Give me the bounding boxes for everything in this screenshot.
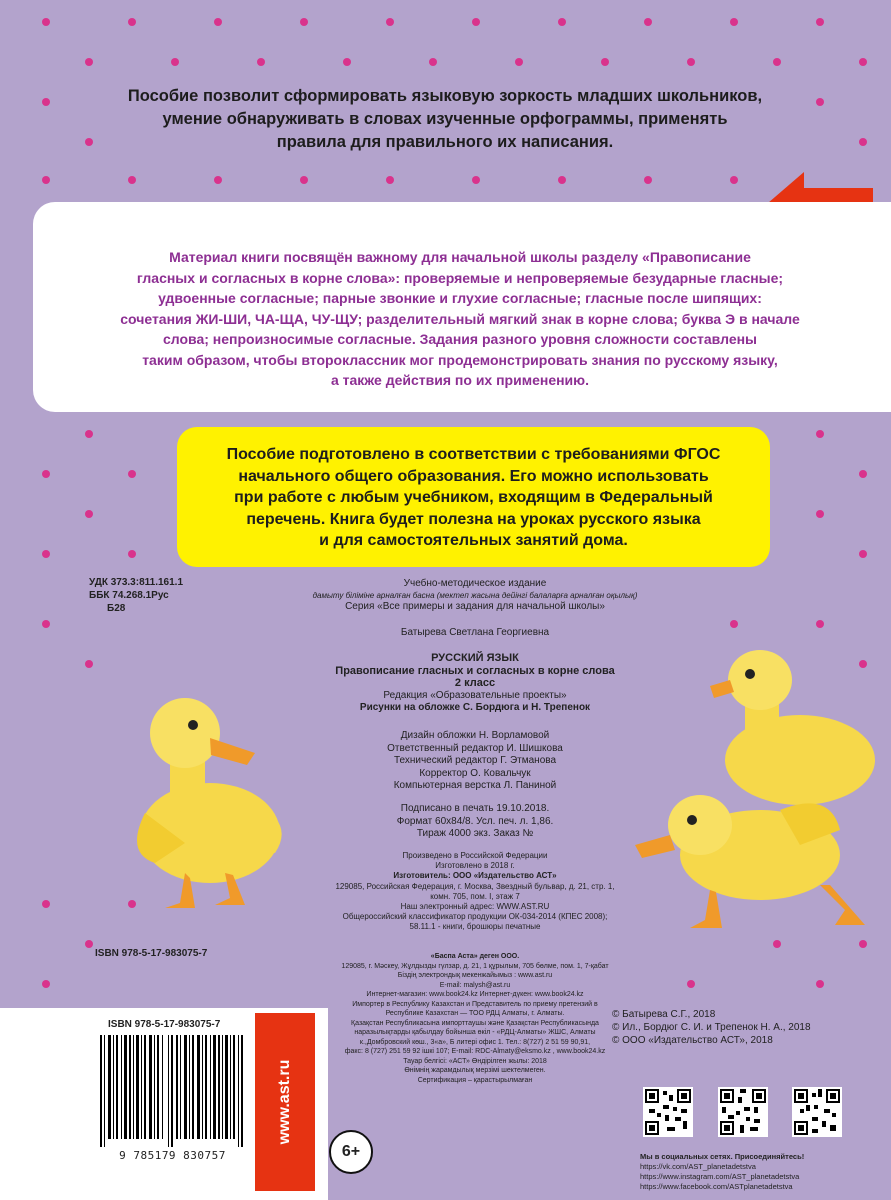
kazakh-line: Импортер в Республику Казахстан и Представитель по приему претензий в [352, 1000, 598, 1008]
copyright-block [612, 1008, 811, 1047]
kazakh-line: наразылықтарды қабылдау бойынша өкіл - «РДЦ-Алматы» ЖШС, Алматы [354, 1029, 596, 1036]
intro-line: умение обнаруживать в словах изученные орфограммы, применять [162, 110, 728, 128]
book-grade: 2 класс [454, 677, 496, 689]
fgos-line: начального общего образования. Его можно использовать [238, 467, 709, 485]
description-line: удвоенные согласные; парные звонкие и глухие согласные; гласные после шипящих: [158, 290, 762, 306]
copyright-line: © Батырева С.Г., 2018 [612, 1009, 716, 1020]
imprint-line: Учебно-методическое издание [403, 578, 547, 589]
credit-line: Технический редактор Г. Этманова [393, 755, 557, 766]
print-line: Формат 60x84/8. Усл. печ. л. 1,86. [396, 815, 554, 827]
credits-block [290, 730, 660, 793]
kazakh-line: Тауар белгісі: «АСТ» Өндірілген жылы: 2018 [403, 1057, 547, 1065]
book-subtitle: Правописание гласных и согласных в корне слова [335, 664, 615, 677]
book-title: РУССКИЙ ЯЗЫК [431, 652, 519, 664]
print-line: Подписано в печать 19.10.2018. [400, 803, 550, 814]
kazakh-line: Қазақстан Республикасына импорттаушы және Қазақстан Республикасында [351, 1019, 599, 1027]
kazakh-line: Өнімнің жарамдылық мерзімі шектелмеген. [404, 1067, 546, 1074]
production-line: Изготовитель: ООО «Издательство АСТ» [393, 871, 557, 881]
barcode-isbn-text: ISBN 978-5-17-983075-7 [108, 1019, 221, 1030]
imprint-series [290, 578, 660, 613]
ducks-right-illustration [630, 640, 890, 940]
credit-line: Корректор О. Ковальчук [419, 767, 531, 779]
intro-line: правила для правильного их написания. [276, 133, 614, 151]
production-line: 129085, Российская Федерация, г. Москва, Звездный бульвар, д. 21, стр. 1, [335, 881, 615, 891]
copyright-line: © Ил., Бордюг С. И. и Трепенок Н. А., 2018 [612, 1022, 811, 1033]
kazakh-line: Республике Казахстан — ТОО РДЦ Алматы, г. Алматы. [385, 1010, 565, 1017]
fgos-text [190, 444, 757, 552]
description-line: Материал книги посвящён важному для начальной школы разделу «Правописание [169, 249, 751, 265]
author-name: Батырева Светлана Георгиевна [400, 627, 550, 638]
description-line: слова; непроизносимые согласные. Задания разного уровня сложности составлены [162, 331, 758, 347]
udk-line: ББК 74.268.1Рус [89, 590, 169, 601]
qr-code-facebook-icon[interactable] [792, 1087, 842, 1137]
fgos-line: перечень. Книга будет полезна на уроках русского языка [246, 510, 701, 528]
copyright-line: © ООО «Издательство АСТ», 2018 [612, 1035, 773, 1046]
fgos-line: и для самостоятельных занятий дома. [319, 532, 628, 549]
kazakh-line: Сертификация – қарастырылмаған [417, 1076, 533, 1084]
isbn-text: ISBN 978-5-17-983075-7 [95, 948, 208, 959]
production-info [290, 851, 660, 933]
print-line: Тираж 4000 экз. Заказ № [416, 828, 534, 839]
description-line: таким образом, чтобы второклассник мог продемонстрировать знания по русскому языку, [142, 351, 778, 368]
intro-text [80, 85, 810, 154]
kazakh-line: Интернет-магазин: www.book24.kz Интернет-дүкен: www.book24.kz [366, 991, 584, 998]
description-line: гласных и согласных в корне слова»: проверяемые и непроверяемые безударные гласные; [136, 269, 784, 286]
description-line: сочетания ЖИ-ШИ, ЧА-ЩА, ЧУ-ЩУ; разделительный мягкий знак в корне слова; буква Э в начале [120, 310, 800, 327]
duck-left-illustration [115, 683, 315, 913]
kazakh-line: факс: 8 (727) 251 59 92 ішкі 107; E-mail: RDC-Almaty@eksmo.kz , www.book24.kz [344, 1048, 606, 1055]
production-line: комн. 705, пом. I, этаж 7 [430, 891, 520, 901]
social-link-instagram[interactable]: https://www.instagram.com/AST_planetadetstva [640, 1172, 800, 1181]
production-line: 58.11.1 - книги, брошюры печатные [409, 922, 541, 932]
fgos-line: Пособие подготовлено в соответствии с требованиями ФГОС [226, 446, 721, 463]
kazakh-info [290, 952, 660, 1085]
udk-line: Б28 [107, 603, 126, 614]
production-line: Произведено в Российской Федерации [402, 851, 548, 860]
social-link-facebook[interactable]: https://www.facebook.com/ASTplanetadetstva [640, 1182, 793, 1191]
kazakh-line: Біздің электрондық мекенжайымыз : www.ast.ru [397, 972, 553, 979]
fgos-line: при работе с любым учебником, входящим в Федеральный [234, 489, 713, 506]
kazakh-line: «Баспа Аста» деген ООО. [430, 953, 520, 960]
description-line: а также действия по их применению. [330, 372, 590, 388]
age-rating-badge: 6+ [329, 1130, 373, 1174]
credit-line: Компьютерная верстка Л. Паниной [393, 780, 557, 791]
barcode-icon [100, 1035, 245, 1147]
barcode-digits: 9 785179 830757 [119, 1149, 226, 1162]
production-line: Изготовлено в 2018 г. [435, 861, 515, 871]
udk-block [89, 576, 183, 615]
kazakh-line: 129085, г. Мәскеу, Жұлдызды гүлзар, д. 21, 1 құрылым, 705 бөлме, пом. 1, 7-қабат [341, 962, 609, 970]
imprint-line: Серия «Все примеры и задания для начальной школы» [345, 600, 605, 612]
qr-code-vk-icon[interactable] [643, 1087, 693, 1137]
production-line: Общероссийский классификатор продукции ОК-034-2014 (КПЕС 2008); [342, 912, 608, 922]
production-line: Наш электронный адрес: WWW.AST.RU [400, 902, 550, 912]
social-link-vk[interactable]: https://vk.com/AST_planetadetstva [640, 1162, 756, 1171]
description-text [100, 247, 820, 391]
site-link[interactable]: www.ast.ru [276, 1059, 293, 1145]
intro-line: Пособие позволит сформировать языковую зоркость младших школьников, [127, 87, 763, 105]
credit-line: Ответственный редактор И. Шишкова [387, 742, 563, 754]
udk-line: УДК 373.3:811.161.1 [89, 577, 184, 588]
imprint-title-block [290, 652, 660, 715]
print-info [290, 803, 660, 841]
qr-code-instagram-icon[interactable] [718, 1087, 768, 1137]
illustrations-credit: Рисунки на обложке С. Бордюга и Н. Трепенок [359, 702, 591, 713]
imprint-line: дамыту бiлiмiне арналған басна (мектеп жасына дейiнгi балаларға арналған оқылық) [312, 590, 638, 600]
social-block [640, 1152, 804, 1192]
edition: Редакция «Образовательные проекты» [383, 689, 567, 701]
site-strip [255, 1013, 315, 1191]
kazakh-line: E-mail: malysh@ast.ru [439, 981, 511, 989]
kazakh-line: к.,Домбровский көш., 3«а», Б литері офис 1. Тел.: 8(727) 2 51 59 90,91, [359, 1038, 591, 1046]
credit-line: Дизайн обложки Н. Ворламовой [400, 730, 550, 741]
social-title: Мы в социальных сетях. Присоединяйтесь! [640, 1152, 805, 1161]
